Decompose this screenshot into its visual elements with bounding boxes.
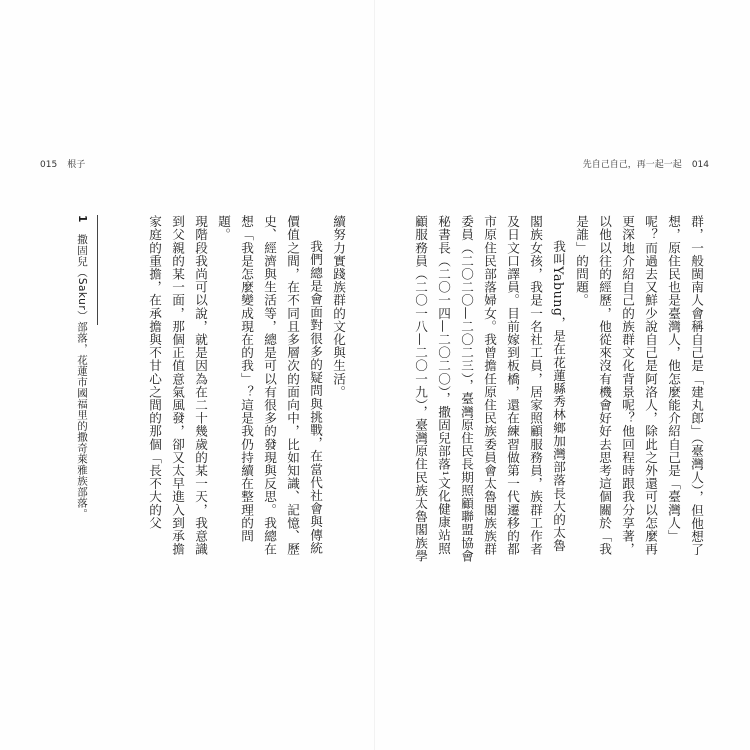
- footnote-text: 撒固兒（Sakur）部落，花蓮市國福里的撒奇萊雅族部落。: [76, 233, 88, 520]
- right-paragraph-1: 群，一般閩南人會稱自己是「建丸郎」（臺灣人），但他想了想，原住民也是臺灣人，他怎麼能介紹自己是「臺灣人」呢？而過去又鮮少說自己是阿洛人，除此之外還可以怎麼再更深地介紹自己的族群文化背景呢？他回程時跟我分享著，以他以往的經歷，他從來沒有機會好好去思考這個關於「我是誰」的問題。: [574, 215, 704, 557]
- footnote: [40, 215, 90, 565]
- left-body-text: [140, 215, 350, 565]
- right-running-header: [583, 161, 709, 170]
- right-body-text: [408, 215, 708, 565]
- left-paragraph-3: 現階段我尚可以說，就是因為在二十幾歲的某一天，我意識到父親的某一面，那個正值意氣風發，卻又太早進入到承擔家庭的重擔，在承擔與不甘心之間的那個「長不大的父: [147, 215, 208, 556]
- footnote-number: 1: [76, 215, 88, 223]
- left-page-number: 015: [40, 160, 58, 170]
- right-running-head: 先自己自己，再一起一起: [582, 160, 682, 170]
- right-page-number: 014: [691, 160, 709, 170]
- left-paragraph-2: 我們總是會面對很多的疑問與挑戰，在當代社會與傳統價值之間，在不同且多層次的面向中，比如知識、記憶、歷史、經濟與生活等，總是可以有很多的發現與反思。我總在想「我是怎麼變成現在的我」？這是我仍持續在整理的問題。: [216, 215, 323, 556]
- left-paragraph-1: 續努力實踐族群的文化與生活。: [331, 215, 346, 399]
- left-running-header: [40, 161, 85, 170]
- left-running-head: 根子: [67, 160, 86, 170]
- right-paragraph-2: 我叫Yabung，是在花蓮縣秀林鄉加灣部落長大的太魯閣族女孩，我是一名社工員，居家照顧服務員，族群工作者及日文口譯員。目前嫁到板橋，還在練習做第一代遷移的都市原住民部落婦女。我曾擔任原住民族委員會太魯閣族族群委員（二〇二〇—二〇二三），臺灣原住民長期照顧聯盟協會秘書長（二〇一四—二〇二〇），撒固兒部落¹文化健康站照顧服務員（二〇一八—二〇一九），臺灣原住民族太魯閣族學: [413, 215, 566, 563]
- footnote-divider: [97, 215, 98, 325]
